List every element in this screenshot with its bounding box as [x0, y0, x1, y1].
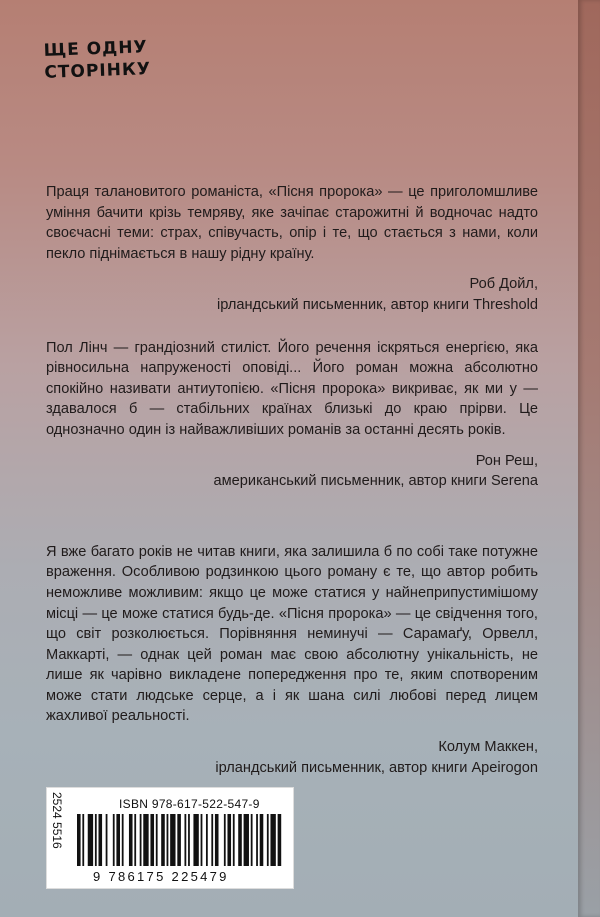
barcode-bar: [106, 814, 108, 866]
barcode-bar: [215, 814, 219, 866]
barcode-bar: [116, 814, 120, 866]
barcode-bar: [177, 814, 181, 866]
isbn-barcode: [46, 787, 294, 889]
barcode-bar: [206, 814, 208, 866]
blurb-quote: [46, 182, 538, 316]
barcode-bars: [77, 814, 283, 866]
quote-author-role: американський письменник, автор книги Serena: [213, 473, 538, 490]
barcode-bar: [193, 814, 198, 866]
quote-author: Роб Дойл,: [469, 276, 538, 293]
blurb-quote: [46, 542, 538, 779]
quote-attribution: [46, 737, 538, 778]
quote-author-role: ірландський письменник, автор книги Apeirogon: [215, 759, 538, 776]
barcode-bar: [161, 814, 165, 866]
barcode-side-number: 2524 5516: [50, 792, 64, 849]
barcode-bar: [77, 814, 81, 866]
quote-text: Праця талановитого романіста, «Пісня пророка» — це приголомшливе уміння бачити крізь темряву, яке зачіпає старожитні й водночас надто своєчасні теми: страх, співучасть, опір і те, що стається з нами, коли пекло піднімається в нашу рідну країну.: [46, 184, 538, 262]
barcode-bar: [224, 814, 226, 866]
barcode-bar: [156, 814, 158, 866]
quote-text: Я вже багато років не читав книги, яка залишила б по собі таке потужне враження. Особливою родзинкою цього роману є те, що автор робить неможливе можливим: якщо це може статися у найнеприпустимішому місці — це може статися будь-де. «Пісня пророка» — це свідчення того, що світ розколюється. Порівняння неминучі — Сарамаґу, Орвелл, Маккарті, — однак цей роман має свою абсолютну унікальність, не лише як чарівно викладене попередження про те, яким спотвореним може стати людське серце, а і як шана силі любові перед лицем жахливої реальності.: [46, 543, 538, 725]
barcode-bar: [95, 814, 97, 866]
quote-attribution: [46, 451, 538, 492]
barcode-bar: [167, 814, 169, 866]
barcode-bar: [134, 814, 136, 866]
barcode-bar: [188, 814, 190, 866]
barcode-bar: [278, 814, 282, 866]
barcode-bar: [150, 814, 154, 866]
barcode-bar: [129, 814, 133, 866]
barcode-bar: [251, 814, 253, 866]
barcode-bar: [238, 814, 242, 866]
publisher-logo-line1: ЩЕ ОДНУ: [43, 37, 148, 61]
barcode-bar: [256, 814, 258, 866]
quote-text: Пол Лінч — грандіозний стиліст. Його речення іскряться енергією, яка рівносильна напруженості оповіді... Його роман можна абсолютно спокійно називати антиутопією. «Пісня пророка» викриває, як ми у — здавалося б — стабільних країнах близькі до краю прірви. Це однозначно один із найважливіших романів за останні десять років.: [46, 339, 538, 438]
quote-author: Рон Реш,: [475, 452, 538, 469]
barcode-bar: [233, 814, 235, 866]
barcode-side-number-wrap: [50, 792, 72, 884]
barcode-bar: [143, 814, 148, 866]
barcode-bar: [88, 814, 93, 866]
blurbs: [46, 182, 538, 778]
book-spine-edge: [578, 0, 600, 917]
barcode-bar: [270, 814, 275, 866]
barcode-bar: [98, 814, 102, 866]
barcode-bar: [267, 814, 269, 866]
quote-attribution: [46, 274, 538, 315]
barcode-bar: [82, 814, 84, 866]
isbn-number: ISBN 978-617-522-547-9: [119, 797, 260, 811]
publisher-logo-line2: СТОРІНКУ: [44, 59, 152, 83]
publisher-logo: [43, 36, 151, 84]
barcode-bar: [122, 814, 124, 866]
barcode-bar: [260, 814, 264, 866]
ean-digits: 9 786175 225479: [93, 869, 229, 884]
barcode-bar: [227, 814, 231, 866]
barcode-bar: [170, 814, 175, 866]
barcode-bar: [140, 814, 142, 866]
quote-author-role: ірландський письменник, автор книги Threshold: [217, 296, 538, 313]
barcode-bar: [201, 814, 203, 866]
blurb-quote: [46, 338, 538, 492]
barcode-bar: [244, 814, 249, 866]
barcode-bar: [184, 814, 186, 866]
quote-author: Колум Маккен,: [438, 739, 538, 756]
barcode-bar: [211, 814, 213, 866]
barcode-bar: [113, 814, 115, 866]
